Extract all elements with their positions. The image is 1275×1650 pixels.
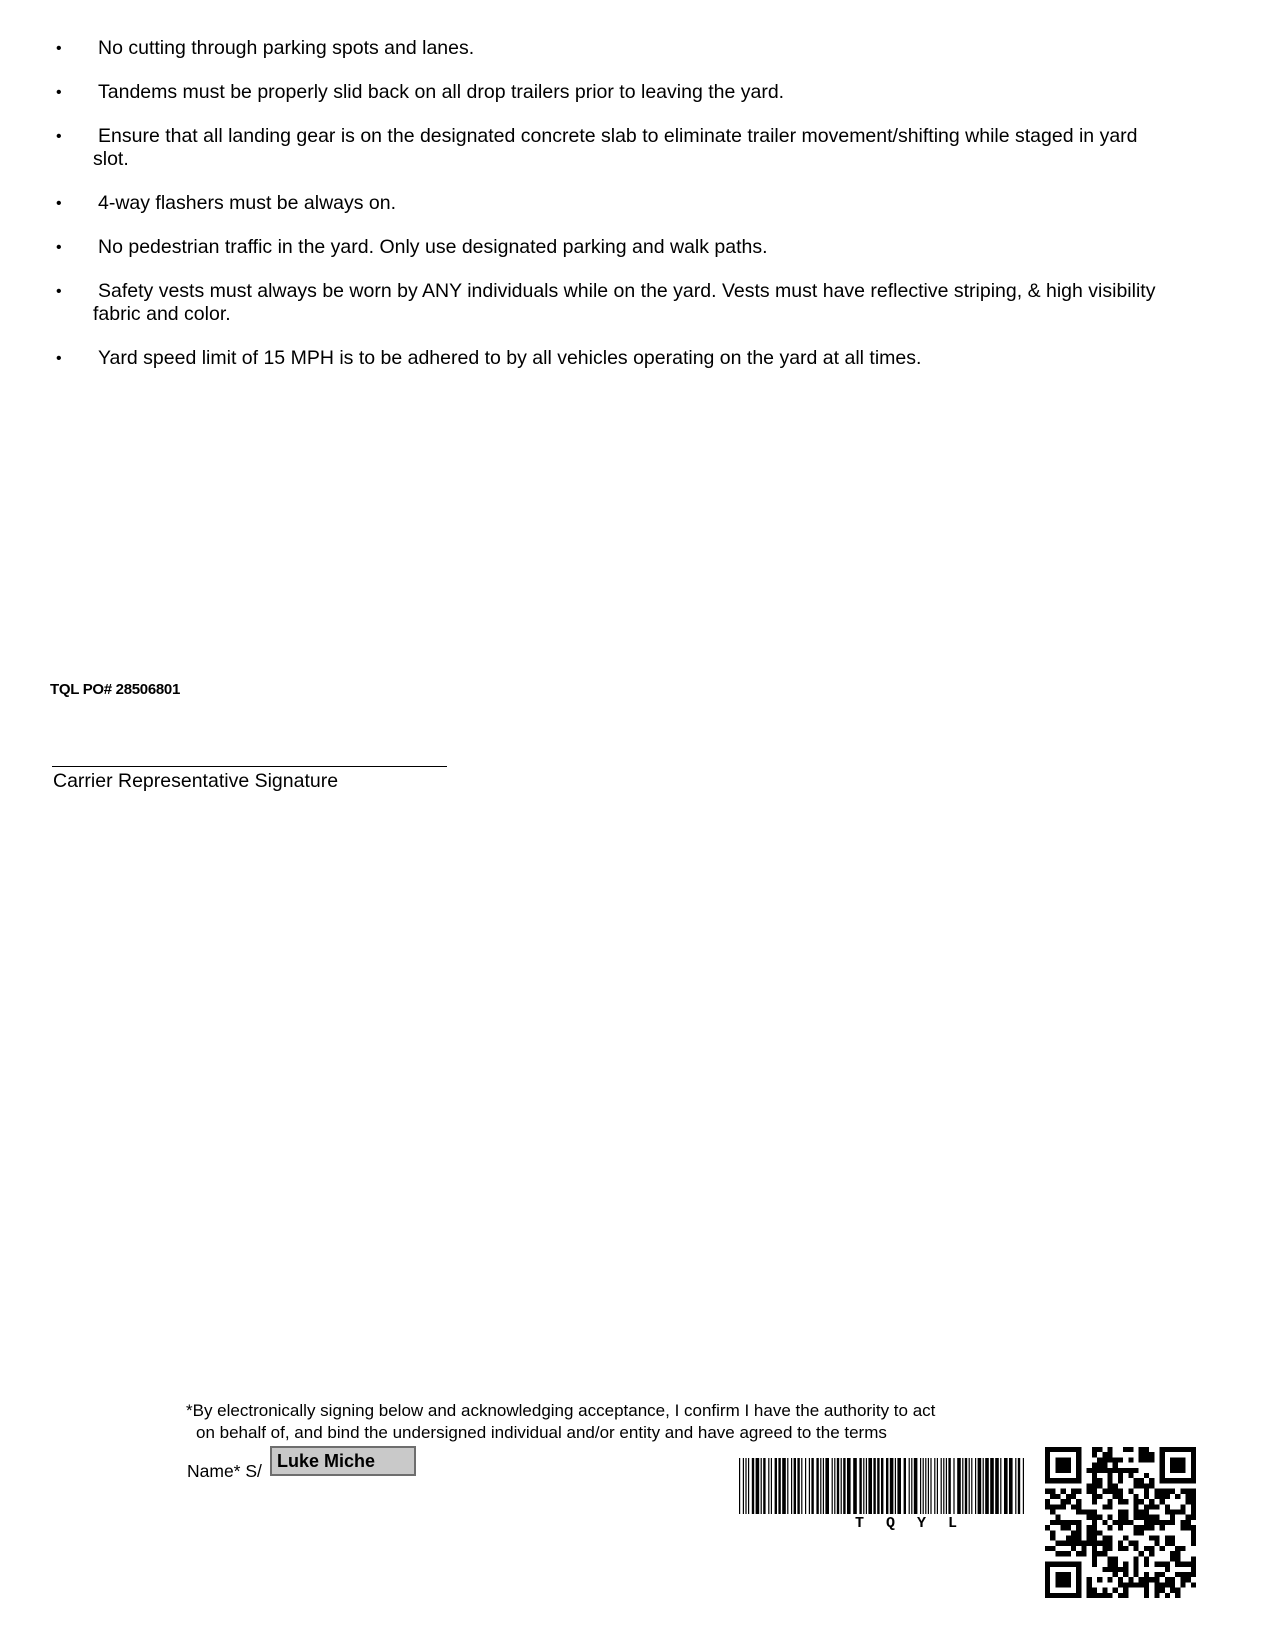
bullet-icon: •	[56, 350, 62, 367]
name-signature-field[interactable]: Luke Miche	[270, 1446, 416, 1476]
list-item	[52, 125, 1172, 171]
rule-text: Safety vests must always be worn by ANY individuals while on the yard. Vests must have reflective striping, & high visibility fabric and color.	[93, 280, 1156, 325]
list-item	[52, 81, 1172, 104]
rule-text: No pedestrian traffic in the yard. Only use designated parking and walk paths.	[98, 236, 768, 258]
list-item	[52, 37, 1172, 60]
barcode-text: TQYL	[855, 1515, 980, 1532]
rule-text: Yard speed limit of 15 MPH is to be adhered to by all vehicles operating on the yard at all times.	[98, 347, 922, 369]
rule-text: Tandems must be properly slid back on all drop trailers prior to leaving the yard.	[98, 81, 785, 103]
qr-code-icon	[1045, 1447, 1196, 1598]
bullet-icon: •	[56, 40, 62, 57]
bullet-icon: •	[56, 84, 62, 101]
disclaimer-line-1: *By electronically signing below and acknowledging acceptance, I confirm I have the authority to act	[186, 1401, 936, 1420]
barcode-icon	[739, 1458, 1027, 1518]
rule-text: Ensure that all landing gear is on the designated concrete slab to eliminate trailer movement/shifting while staged in yard slot.	[93, 125, 1138, 170]
signature-label: Carrier Representative Signature	[53, 770, 339, 792]
list-item	[52, 347, 1172, 370]
bullet-icon: •	[56, 239, 62, 256]
list-item	[52, 280, 1172, 326]
rule-text: No cutting through parking spots and lanes.	[98, 37, 475, 59]
bullet-icon: •	[56, 128, 62, 145]
bullet-icon: •	[56, 283, 62, 300]
po-number: TQL PO# 28506801	[50, 681, 181, 698]
list-item	[52, 192, 1172, 215]
list-item	[52, 236, 1172, 259]
esign-disclaimer	[186, 1400, 935, 1444]
yard-rules-list	[52, 37, 1172, 391]
disclaimer-line-2: on behalf of, and bind the undersigned individual and/or entity and have agreed to the terms	[196, 1423, 887, 1442]
name-label: Name* S/	[187, 1461, 262, 1481]
rule-text: 4-way flashers must be always on.	[98, 192, 397, 214]
signature-line	[52, 766, 447, 767]
bullet-icon: •	[56, 195, 62, 212]
